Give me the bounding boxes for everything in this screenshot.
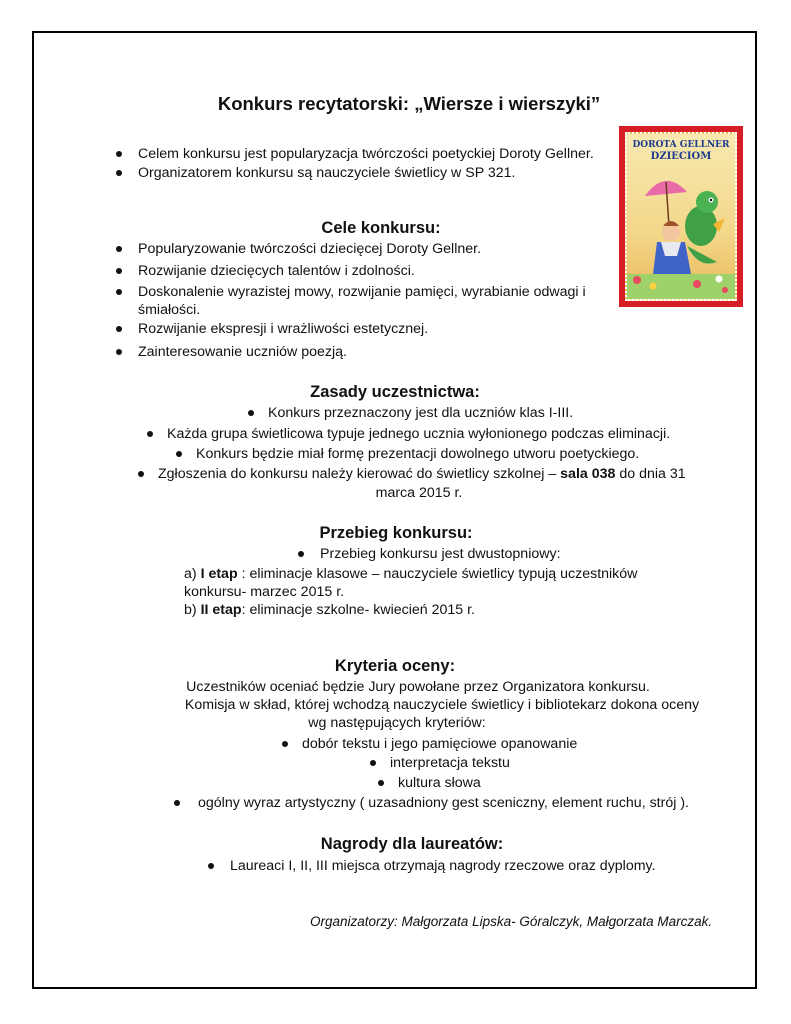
- section-heading-cele: Cele konkursu:: [321, 219, 441, 237]
- kryteria-text-line2: Komisja w skład, której wchodzą nauczyciele świetlicy i bibliotekarz dokona oceny: [184, 697, 700, 713]
- list-item-continuation: śmiałości.: [138, 302, 201, 318]
- bullet-icon: [208, 863, 214, 869]
- section-heading-zasady: Zasady uczestnictwa:: [310, 383, 480, 401]
- list-item: Rozwijanie dziecięcych talentów i zdolności.: [116, 262, 393, 280]
- page-title: Konkurs recytatorski: „Wiersze i wierszyki”: [217, 93, 601, 114]
- list-item: ogólny wyraz artystyczny ( uzasadniony gest sceniczny, element ruchu, strój ).: [174, 794, 665, 812]
- list-item: Rozwijanie ekspresji i wrażliwości estetycznej.: [116, 320, 406, 338]
- list-item: Przebieg konkursu jest dwustopniowy:: [298, 545, 539, 563]
- bullet-icon: [116, 246, 122, 252]
- bullet-icon: [176, 451, 182, 457]
- list-item: Konkurs będzie miał formę prezentacji dowolnego utworu poetyckiego.: [176, 445, 619, 463]
- list-item: Laureaci I, II, III miejsca otrzymają nagrody rzeczowe oraz dyplomy.: [208, 857, 634, 875]
- list-item: interpretacja tekstu: [370, 754, 490, 772]
- list-item: Popularyzowanie twórczości dziecięcej Doroty Gellner.: [116, 240, 459, 258]
- bullet-icon: [116, 326, 122, 332]
- list-item: Celem konkursu jest popularyzacja twórczości poetyckiej Doroty Gellner.: [116, 145, 572, 163]
- section-heading-nagrody: Nagrody dla laureatów:: [320, 835, 504, 853]
- bullet-icon: [248, 410, 254, 416]
- bullet-icon: [298, 551, 304, 557]
- room-number: sala 038: [560, 466, 616, 482]
- organizers-note: Organizatorzy: Małgorzata Lipska- Góralczyk, Małgorzata Marczak.: [310, 914, 713, 929]
- kryteria-text-line1: Uczestników oceniać będzie Jury powołane przez Organizatora konkursu.: [186, 679, 650, 695]
- list-item: Doskonalenie wyrazistej mowy, rozwijanie pamięci, wyrabianie odwagi i: [116, 283, 564, 301]
- section-heading-przebieg: Przebieg konkursu:: [319, 524, 473, 542]
- bullet-icon: [116, 151, 122, 157]
- list-item: Każda grupa świetlicowa typuje jednego ucznia wyłonionego podczas eliminacji.: [147, 425, 650, 443]
- list-item: Organizatorem konkursu są nauczyciele świetlicy w SP 321.: [116, 164, 493, 182]
- bullet-icon: [282, 741, 288, 747]
- list-item: Zainteresowanie uczniów poezją.: [116, 343, 325, 361]
- kryteria-text-line3: wg następujących kryteriów:: [308, 715, 486, 731]
- bullet-icon: [147, 431, 153, 437]
- stage-b-line: b) II etap: eliminacje szkolne- kwiecień 2015 r.: [184, 602, 475, 618]
- stage-a-line2: konkursu- marzec 2015 r.: [184, 584, 345, 600]
- illustration-icon: [627, 134, 735, 299]
- bullet-icon: [174, 800, 180, 806]
- list-item-continuation: marca 2015 r.: [375, 485, 463, 501]
- bullet-icon: [370, 760, 376, 766]
- bullet-icon: [116, 268, 122, 274]
- list-item: Zgłoszenia do konkursu należy kierować do świetlicy szkolnej – sala 038 do dnia 31: [138, 465, 666, 483]
- bullet-icon: [116, 170, 122, 176]
- book-cover-image: [619, 126, 743, 307]
- book-cover-title: DOROTA GELLNER DZIECIOM: [632, 140, 730, 162]
- bullet-icon: [378, 780, 384, 786]
- bullet-icon: [116, 289, 122, 295]
- section-heading-kryteria: Kryteria oceny:: [334, 657, 456, 675]
- stage-a-line: a) I etap : eliminacje klasowe – nauczyciele świetlicy typują uczestników: [184, 566, 638, 582]
- list-item: Konkurs przeznaczony jest dla uczniów klas I-III.: [248, 404, 553, 422]
- bullet-icon: [138, 471, 144, 477]
- list-item: kultura słowa: [378, 774, 461, 792]
- bullet-icon: [116, 349, 122, 355]
- list-item: dobór tekstu i jego pamięciowe opanowanie: [282, 735, 557, 753]
